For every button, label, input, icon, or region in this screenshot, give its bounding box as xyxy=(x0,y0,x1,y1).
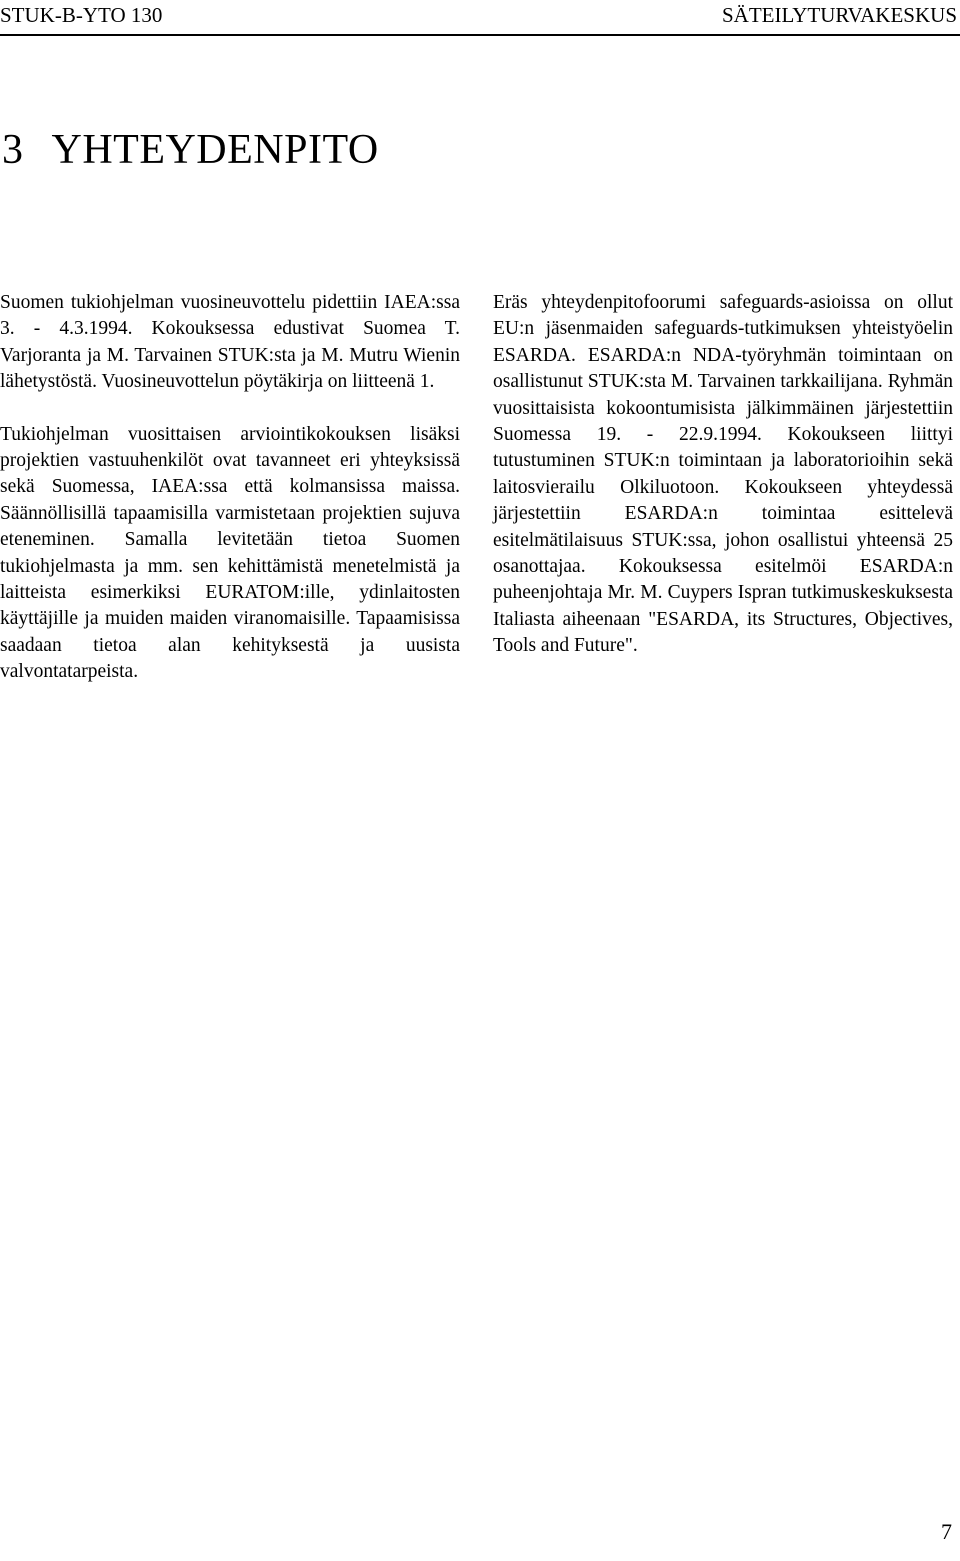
organization-name: SÄTEILYTURVAKESKUS xyxy=(721,3,957,27)
chapter-number: 3 xyxy=(2,127,24,173)
paragraph-annual-meeting: Suomen tukiohjelman vuosineuvottelu pidettiin IAEA:ssa 3. - 4.3.1994. Kokouksessa edustivat Suomea T. Varjoranta ja M. Tarvainen STUK:sta ja M. Mutru Wienin lähetystöstä. Vuosineuvottelun pöytäkirja on liitteenä 1. xyxy=(0,292,460,393)
chapter-title xyxy=(2,124,379,176)
right-column xyxy=(493,290,953,686)
running-header xyxy=(0,2,960,32)
paragraph-esarda: Eräs yhteydenpitofoorumi safeguards-asioissa on ollut EU:n jäsenmaiden safeguards-tutkimuksen yhteistyöelin ESARDA. ESARDA:n NDA-työryhmän toimintaan on osallistunut STUK:sta M. Tarvainen tarkkailijana. Ryhmän vuosittaisista kokoontumisista jälkimmäinen järjestettiin Suomessa 19. - 22.9.1994. Kokoukseen liittyi tutustuminen STUK:n toimintaan ja laboratorioihin sekä laitosvierailu Olkiluotoon. Kokoukseen yhteydessä järjestettiin ESARDA:n toimintaa esittelevä esitelmätilaisuus STUK:ssa, johon osallistui yhteensä 25 osanottajaa. Kokouksessa esitelmöi ESARDA:n puheenjohtaja Mr. M. Cuypers Ispran tutkimuskeskuksesta Italiasta aiheenaan "ESARDA, its Structures, Objectives, Tools and Future". xyxy=(493,292,953,657)
chapter-title-text: YHTEYDENPITO xyxy=(51,127,379,173)
header-rule xyxy=(0,34,960,36)
page-number: 7 xyxy=(941,1519,952,1544)
paragraph-project-contacts: Tukiohjelman vuosittaisen arviointikokouksen lisäksi projektien vastuuhenkilöt ovat tavanneet eri yhteyksissä sekä Suomessa, IAEA:ssa että kolmansissa maissa. Säännöllisillä tapaamisilla varmistetaan projektien sujuva eteneminen. Samalla levitetään tietoa Suomen tukiohjelmasta ja mm. sen kehittämistä menetelmistä ja laitteista esimerkiksi EURATOM:ille, ydinlaitosten käyttäjille ja muiden maiden viranomaisille. Tapaamisissa saadaan tietoa alan kehityksestä ja uusista valvontatarpeista. xyxy=(0,423,460,683)
left-column xyxy=(0,290,460,712)
report-code: STUK-B-YTO 130 xyxy=(0,3,163,27)
